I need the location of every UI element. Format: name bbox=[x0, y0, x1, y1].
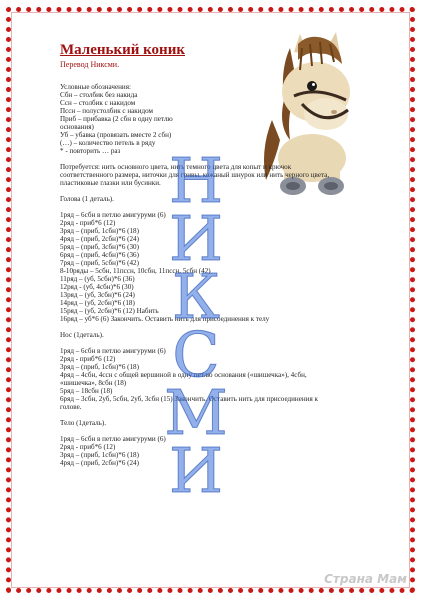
text-line: 13ряд – (уб, 3сбн)*6 (24) bbox=[60, 291, 135, 299]
text-line: Уб – убавка (провязать вместе 2 сбн) bbox=[60, 131, 172, 139]
watermark-letter: К bbox=[172, 260, 220, 333]
watermark-letter: Н bbox=[168, 150, 224, 217]
watermark-vertical-text bbox=[150, 150, 250, 500]
text-line: пластиковые глазки или бусинки. bbox=[60, 179, 161, 187]
text-line: голове. bbox=[60, 403, 82, 411]
text-line: Ссн – столбик с накидом bbox=[60, 99, 136, 107]
text-line: * - повторить … раз bbox=[60, 147, 121, 155]
text-line: 2ряд - приб*6 (12) bbox=[60, 443, 116, 451]
watermark-letter: С bbox=[172, 318, 220, 391]
text-line: 6ряд – 3сбн, 2уб, 5сбн, 2уб, 3сбн (15) Закончить. Оставить нить для присоединения к bbox=[60, 395, 318, 403]
text-line: 3ряд – (приб, 1сбн)*6 (18) bbox=[60, 363, 139, 371]
text-line: 4ряд – 4сбн, 4ссн с общей вершиной в одну петлю основания («шишечка»), 4сбн, bbox=[60, 371, 307, 379]
text-line: 15ряд – (уб, 2сбн)*6 (12) Набить bbox=[60, 307, 159, 315]
watermark-letter: И bbox=[168, 202, 224, 275]
text-line: 16ряд – уб*6 (6) Закончить. Оставить нить для присоединения к телу bbox=[60, 315, 270, 323]
text-line: 2ряд - приб*6 (12) bbox=[60, 219, 116, 227]
text-line: (…) – количество петель в ряду bbox=[60, 139, 156, 147]
text-line: Сбн – столбик без накида bbox=[60, 91, 138, 99]
text-line: Потребуется: нить основного цвета, нить темного цвета для копыт и крючок bbox=[60, 163, 292, 171]
document-title: Маленький коник bbox=[60, 42, 185, 58]
section-heading: Тело (1деталь). bbox=[60, 419, 107, 427]
watermark-letter: М bbox=[164, 376, 228, 449]
text-line: Приб – прибавка (2 сбн в одну петлю bbox=[60, 115, 173, 123]
text-line: 6ряд – (приб, 4сбн)*6 (36) bbox=[60, 251, 139, 259]
text-line: 1ряд – 6сбн в петлю амигуруми (6) bbox=[60, 211, 166, 219]
text-line: «шишечка», 8сбн (18) bbox=[60, 379, 127, 387]
text-line: 12ряд - (уб, 4сбн)*6 (30) bbox=[60, 283, 134, 291]
text-line: 5ряд – 18сбн (18) bbox=[60, 387, 113, 395]
document-subtitle: Перевод Никсми. bbox=[60, 60, 120, 69]
text-line: 5ряд – (приб, 3сбн)*6 (30) bbox=[60, 243, 139, 251]
text-line: 8-10ряды – 5сбн, 11пссн, 10сбн, 11пссн, 5сбн (42) bbox=[60, 267, 211, 275]
text-line: соответственного размера, ниточки для гривы, кожаный шнурок или нить черного цвета, bbox=[60, 171, 330, 179]
text-line: 4ряд – (приб, 2сбн)*6 (24) bbox=[60, 235, 139, 243]
section-heading: Голова (1 деталь). bbox=[60, 195, 114, 203]
text-line: Пссн – полустолбик с накидом bbox=[60, 107, 154, 115]
text-line: 3ряд – (приб, 1сбн)*6 (18) bbox=[60, 227, 139, 235]
text-line: 3ряд – (приб, 1сбн)*6 (18) bbox=[60, 451, 139, 459]
text-line: 14ряд – (уб, 2сбн)*6 (18) bbox=[60, 299, 135, 307]
text-line: 1ряд – 6сбн в петлю амигуруми (6) bbox=[60, 435, 166, 443]
text-line: 11ряд – (уб, 5сбн)*6 (36) bbox=[60, 275, 135, 283]
text-line: 1ряд – 6сбн в петлю амигуруми (6) bbox=[60, 347, 166, 355]
section-heading: Нос (1деталь). bbox=[60, 331, 104, 339]
watermark-letter: И bbox=[168, 434, 224, 500]
text-line: 4ряд – (приб, 2сбн)*6 (24) bbox=[60, 459, 139, 467]
text-line: 2ряд - приб*6 (12) bbox=[60, 355, 116, 363]
text-line: 7ряд – (приб, 5сбн)*6 (42) bbox=[60, 259, 139, 267]
text-line: основания) bbox=[60, 123, 94, 131]
site-watermark-logo: Страна Мам bbox=[324, 572, 407, 586]
text-line: Условные обозначения: bbox=[60, 83, 131, 91]
